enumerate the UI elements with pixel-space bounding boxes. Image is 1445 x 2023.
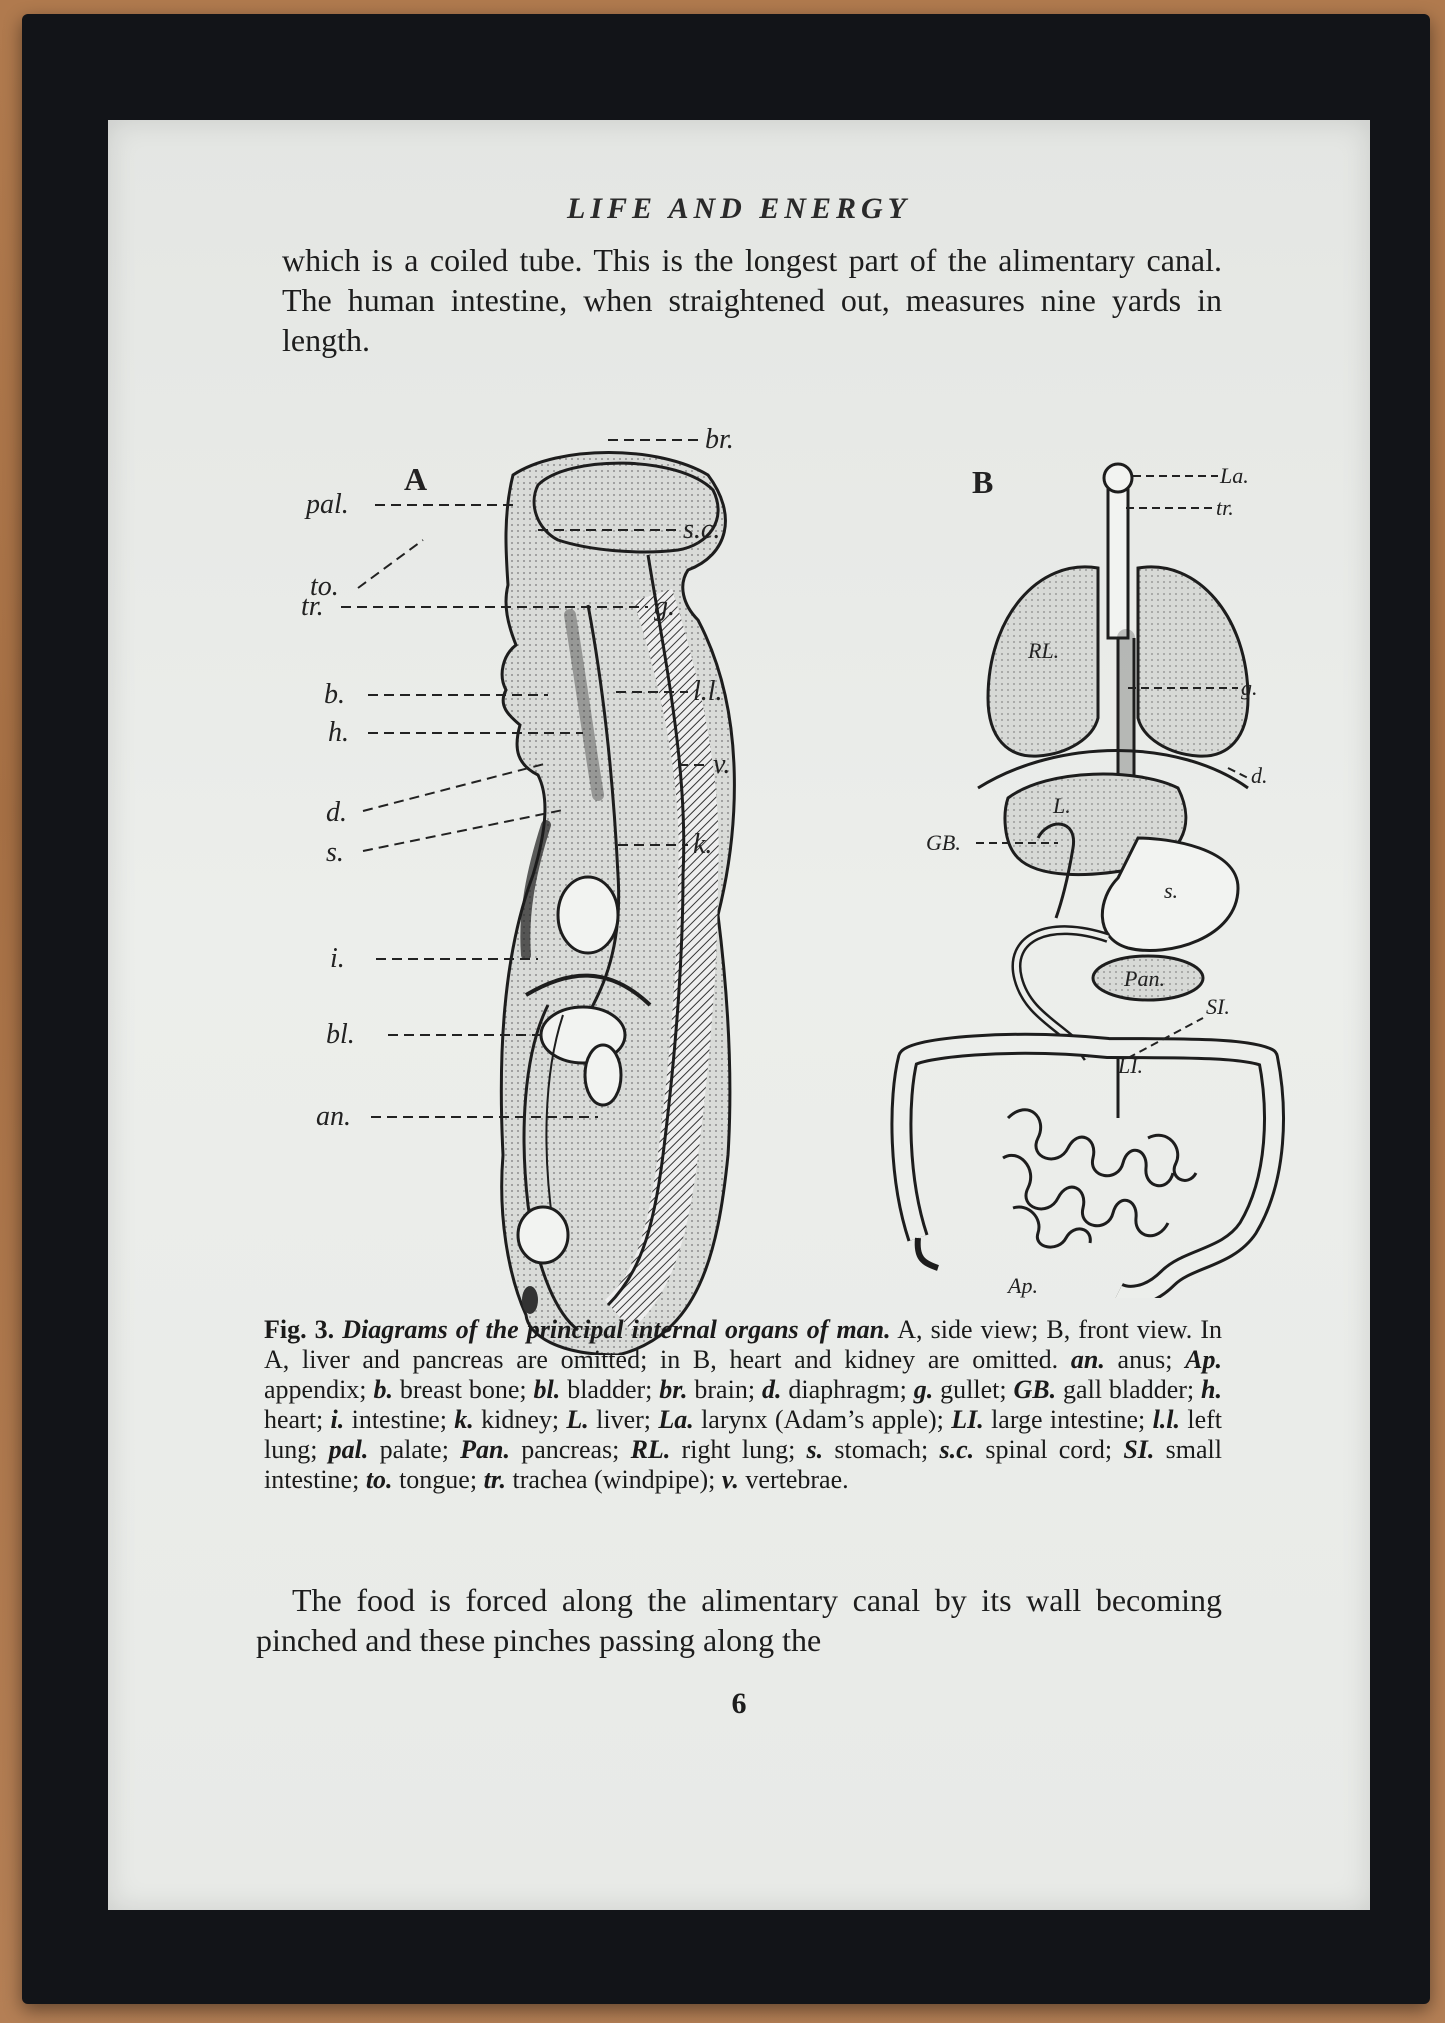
- caption-key-meaning: tongue;: [392, 1465, 484, 1494]
- label-gb: GB.: [926, 830, 961, 855]
- caption-body: A, side view; B, front view. In A, liver and pancreas are omitted; in B, heart and kidney are omitted.: [264, 1315, 1222, 1374]
- body-paragraph-top: which is a coiled tube. This is the longest part of the alimentary canal. The human intestine, when straightened out, measures nine yards in length.: [282, 242, 1222, 358]
- caption-key-entry: [331, 1405, 455, 1434]
- caption-key-abbr: Ap.: [1185, 1345, 1222, 1374]
- caption-key-meaning: right lung;: [670, 1435, 807, 1464]
- caption-key-entry: [460, 1435, 630, 1464]
- diagram-b-labels: [808, 358, 1348, 1298]
- caption-key-entry: [484, 1465, 722, 1494]
- label-d-b: d.: [1251, 763, 1268, 788]
- caption-key-abbr: s.c.: [939, 1435, 975, 1464]
- caption-key-meaning: left lung;: [264, 1405, 1222, 1464]
- book-page: [108, 120, 1370, 1910]
- caption-key-entry: [762, 1375, 914, 1404]
- label-li: LI.: [1118, 1053, 1144, 1078]
- caption-key-abbr: Pan.: [460, 1435, 510, 1464]
- caption-key-entry: [1013, 1375, 1201, 1404]
- label-si: SI.: [1206, 994, 1230, 1019]
- caption-key-entry: [939, 1435, 1123, 1464]
- caption-key-abbr: SI.: [1123, 1435, 1155, 1464]
- panel-b-letter: B: [972, 464, 994, 500]
- caption-key-abbr: tr.: [483, 1465, 506, 1494]
- label-bl: bl.: [326, 1019, 355, 1050]
- caption-key-meaning: brain;: [687, 1375, 762, 1404]
- label-la: La.: [1220, 463, 1249, 488]
- caption-key-meaning: liver;: [588, 1405, 659, 1434]
- caption-key-meaning: larynx (Adam’s apple);: [693, 1405, 952, 1434]
- label-b: b.: [324, 679, 345, 710]
- label-tr-b: tr.: [1216, 495, 1234, 520]
- caption-key-abbr: i.: [330, 1405, 345, 1434]
- caption-key-entry: [631, 1435, 807, 1464]
- label-d-a: d.: [326, 797, 347, 828]
- label-g-b: g.: [1241, 675, 1258, 700]
- label-i: i.: [330, 943, 345, 974]
- page-number: 6: [731, 1687, 747, 1720]
- caption-key-entry: [807, 1435, 940, 1464]
- caption-key-meaning: pancreas;: [509, 1435, 631, 1464]
- caption-key-meaning: spinal cord;: [974, 1435, 1124, 1464]
- label-tr-a: tr.: [301, 591, 324, 622]
- label-rl: RL.: [1028, 638, 1060, 663]
- label-pal: pal.: [306, 489, 349, 520]
- caption-key-abbr: La.: [658, 1405, 694, 1434]
- caption-key-entry: [329, 1435, 460, 1464]
- label-s-b: s.: [1164, 878, 1179, 903]
- caption-key-meaning: bladder;: [560, 1375, 660, 1404]
- caption-key-abbr: k.: [454, 1405, 474, 1434]
- caption-key-entry: [659, 1375, 762, 1404]
- caption-key-abbr: pal.: [328, 1435, 369, 1464]
- caption-key-abbr: b.: [373, 1375, 393, 1404]
- caption-key-entry: [722, 1465, 849, 1494]
- label-to: to.: [310, 571, 339, 602]
- caption-title: Diagrams of the principal internal organs of man.: [342, 1315, 891, 1344]
- caption-key-entry: [366, 1465, 484, 1494]
- caption-key-meaning: kidney;: [473, 1405, 567, 1434]
- picture-frame: [22, 14, 1430, 2004]
- caption-key-entry: [1071, 1345, 1185, 1374]
- caption-key-meaning: breast bone;: [392, 1375, 534, 1404]
- caption-key-meaning: vertebrae.: [738, 1465, 849, 1494]
- caption-key-abbr: l.l.: [1152, 1405, 1181, 1434]
- label-sc: s.c.: [683, 514, 721, 545]
- label-ap: Ap.: [1008, 1273, 1038, 1298]
- caption-key-abbr: RL.: [630, 1435, 671, 1464]
- caption-key-abbr: an.: [1070, 1345, 1105, 1374]
- caption-key-abbr: LI.: [951, 1405, 984, 1434]
- caption-key-meaning: gall bladder;: [1056, 1375, 1202, 1404]
- label-br: br.: [705, 424, 734, 455]
- label-l: L.: [1053, 793, 1071, 818]
- caption-key-abbr: br.: [659, 1375, 688, 1404]
- caption-key-entry: [566, 1405, 658, 1434]
- caption-key-meaning: gullet;: [933, 1375, 1014, 1404]
- caption-key-abbr: L.: [566, 1405, 589, 1434]
- caption-key-meaning: small intestine;: [264, 1435, 1222, 1494]
- caption-key-abbr: d.: [761, 1375, 782, 1404]
- figure-caption: [264, 1315, 1222, 1495]
- caption-key-entry: [914, 1375, 1014, 1404]
- caption-key-abbr: bl.: [533, 1375, 561, 1404]
- caption-key-entry: [534, 1375, 660, 1404]
- caption-key-meaning: stomach;: [823, 1435, 940, 1464]
- caption-key-meaning: large intestine;: [983, 1405, 1153, 1434]
- label-ll: l.l.: [693, 676, 723, 707]
- caption-key-meaning: anus;: [1104, 1345, 1186, 1374]
- caption-key-meaning: heart;: [264, 1405, 331, 1434]
- label-k: k.: [693, 829, 713, 860]
- panel-a-letter: A: [404, 461, 428, 497]
- caption-key-entry: [373, 1375, 533, 1404]
- caption-key-meaning: palate;: [368, 1435, 461, 1464]
- caption-key-entry: [454, 1405, 566, 1434]
- label-an: an.: [316, 1101, 351, 1132]
- caption-key-abbr: h.: [1201, 1375, 1222, 1404]
- label-v: v.: [713, 749, 731, 780]
- caption-key-entry: [658, 1405, 951, 1434]
- caption-key-abbr: v.: [721, 1465, 739, 1494]
- caption-key-meaning: diaphragm;: [781, 1375, 914, 1404]
- caption-key-abbr: s.: [806, 1435, 824, 1464]
- running-head: LIFE AND ENERGY: [567, 192, 911, 225]
- label-pan: Pan.: [1124, 966, 1165, 991]
- label-s-a: s.: [326, 837, 344, 868]
- caption-label: Fig. 3.: [264, 1315, 335, 1344]
- label-h: h.: [328, 717, 349, 748]
- caption-key-meaning: appendix;: [264, 1375, 374, 1404]
- body-paragraph-bottom: The food is forced along the alimentary canal by its wall becoming pinched and these pinches passing along the: [256, 1582, 1222, 1658]
- caption-key-abbr: to.: [365, 1465, 393, 1494]
- label-g-a: g.: [654, 591, 675, 622]
- caption-key-abbr: GB.: [1013, 1375, 1057, 1404]
- caption-key-meaning: intestine;: [344, 1405, 455, 1434]
- diagram-a-labels: [258, 355, 758, 1355]
- caption-key-abbr: g.: [913, 1375, 934, 1404]
- caption-key-entry: [951, 1405, 1152, 1434]
- caption-key-meaning: trachea (windpipe);: [505, 1465, 722, 1494]
